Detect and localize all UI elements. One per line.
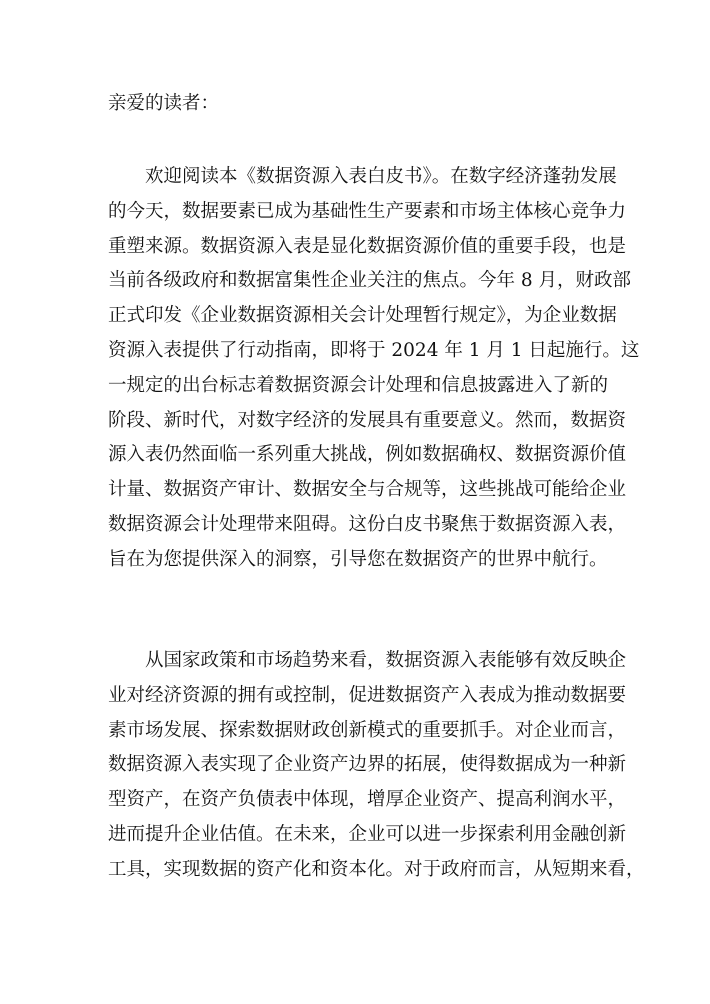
text-line: 一规定的出台标志着数据资源会计处理和信息披露进入了新的 xyxy=(108,374,608,396)
text-line: 数据资源会计处理带来阻碍。这份白皮书聚焦于数据资源入表， xyxy=(108,513,627,535)
text-line: 当前各级政府和数据富集性企业关注的焦点。今年 8 月，财政部 xyxy=(108,270,632,292)
text-line: 业对经济资源的拥有或控制，促进数据资产入表成为推动数据要 xyxy=(108,684,627,706)
paragraph-welcome xyxy=(108,160,640,578)
text-line: 型资产，在资产负债表中体现，增厚企业资产、提高利润水平， xyxy=(108,789,627,811)
text-line: 欢迎阅读本《数据资源入表白皮书》。在数字经济蓬勃发展 xyxy=(145,166,617,187)
text-line: 工具，实现数据的资产化和资本化。对于政府而言，从短期来看， xyxy=(108,858,645,880)
text-line: 从国家政策和市场趋势来看，数据资源入表能够有效反映企 xyxy=(145,650,627,671)
text-line: 数据资源入表实现了企业资产边界的拓展，使得数据成为一种新 xyxy=(108,754,627,776)
text-line: 重塑来源。数据资源入表是显化数据资源价值的重要手段，也是 xyxy=(108,235,627,257)
paragraph-policy xyxy=(108,644,645,888)
text-line: 计量、数据资产审计、数据安全与合规等，这些挑战可能给企业 xyxy=(108,479,627,501)
text-line: 旨在为您提供深入的洞察，引导您在数据资产的世界中航行。 xyxy=(108,548,608,570)
text-line: 阶段、新时代，对数字经济的发展具有重要意义。然而，数据资 xyxy=(108,409,627,431)
text-line: 素市场发展、探索数据财政创新模式的重要抓手。对企业而言， xyxy=(108,719,627,741)
salutation: 亲爱的读者： xyxy=(108,93,220,114)
text-line: 正式印发《企业数据资源相关会计处理暂行规定》，为企业数据 xyxy=(108,305,617,327)
text-line: 的今天，数据要素已成为基础性生产要素和市场主体核心竞争力 xyxy=(108,200,627,222)
text-line: 进而提升企业估值。在未来，企业可以进一步探索利用金融创新 xyxy=(108,823,627,845)
text-line: 源入表仍然面临一系列重大挑战，例如数据确权、数据资源价值 xyxy=(108,444,627,466)
text-line: 资源入表提供了行动指南，即将于 2024 年 1 月 1 日起施行。这 xyxy=(108,339,640,361)
